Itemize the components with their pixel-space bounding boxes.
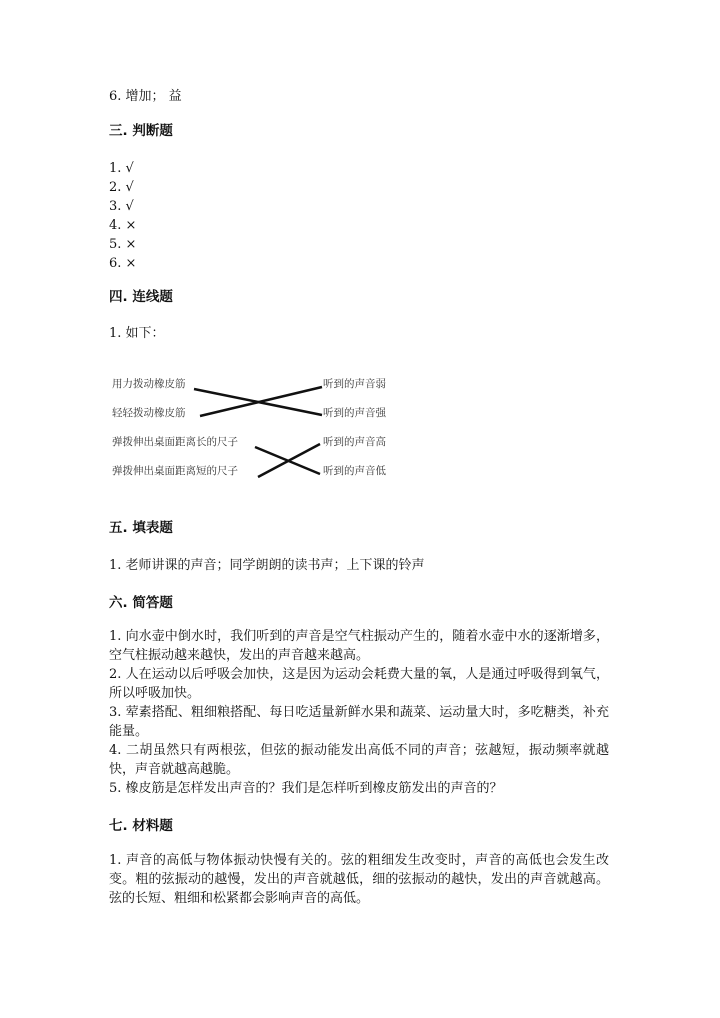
short-answer: 4. 二胡虽然只有两根弦，但弦的振动能发出高低不同的声音；弦越短，振动频率就越快，声音就越高越脆。 — [109, 743, 609, 777]
short-answer: 5. 橡皮筋是怎样发出声音的？我们是怎样听到橡皮筋发出的声音的？ — [109, 781, 503, 796]
section-title-match: 四. 连线题 — [109, 289, 173, 305]
judge-item: 1. √ — [109, 161, 134, 176]
section-title-fill: 五. 填表题 — [109, 520, 173, 536]
material-answer: 1. 声音的高低与物体振动快慢有关的。弦的粗细发生改变时，声音的高低也会发生改变。粗的弦振动的越慢，发出的声音就越低，细的弦振动的越快，发出的声音就越高。弦的长短、粗细和松紧都会影响声音的高低。 — [109, 853, 609, 906]
short-answer: 1. 向水壶中倒水时，我们听到的声音是空气柱振动产生的，随着水壶中水的逐渐增多，空气柱振动越来越快，发出的声音越来越高。 — [109, 629, 609, 663]
section-title-short: 六. 简答题 — [109, 595, 173, 611]
match-left: 弹拨伸出桌面距离短的尺子 — [112, 465, 238, 477]
judge-item: 6. × — [109, 256, 137, 271]
judge-item: 2. √ — [109, 180, 134, 195]
prev-answer: 6. 增加； 益 — [109, 89, 182, 104]
match-right: 听到的声音高 — [323, 436, 386, 448]
section-title-judge: 三. 判断题 — [109, 123, 173, 139]
match-left: 用力拨动橡皮筋 — [112, 378, 186, 390]
match-intro: 1. 如下： — [109, 326, 165, 341]
short-answer: 3. 荤素搭配、粗细粮搭配、每日吃适量新鲜水果和蔬菜、运动量大时，多吃糖类，补充能量。 — [109, 705, 609, 739]
short-answer: 2. 人在运动以后呼吸会加快，这是因为运动会耗费大量的氧，人是通过呼吸得到氧气，所以呼吸加快。 — [109, 667, 609, 701]
connection-line — [258, 444, 320, 477]
section-title-material: 七. 材料题 — [109, 818, 173, 834]
judge-item: 3. √ — [109, 199, 134, 214]
match-left: 轻轻拨动橡皮筋 — [112, 407, 186, 419]
match-right: 听到的声音强 — [323, 407, 386, 419]
fill-item: 1. 老师讲课的声音；同学朗朗的读书声；上下课的铃声 — [109, 558, 425, 573]
judge-item: 5. × — [109, 237, 137, 252]
match-right: 听到的声音低 — [323, 465, 386, 477]
judge-item: 4. × — [109, 218, 137, 233]
match-right: 听到的声音弱 — [323, 378, 386, 390]
match-left: 弹拨伸出桌面距离长的尺子 — [112, 436, 238, 448]
short-answer-list — [109, 627, 609, 798]
